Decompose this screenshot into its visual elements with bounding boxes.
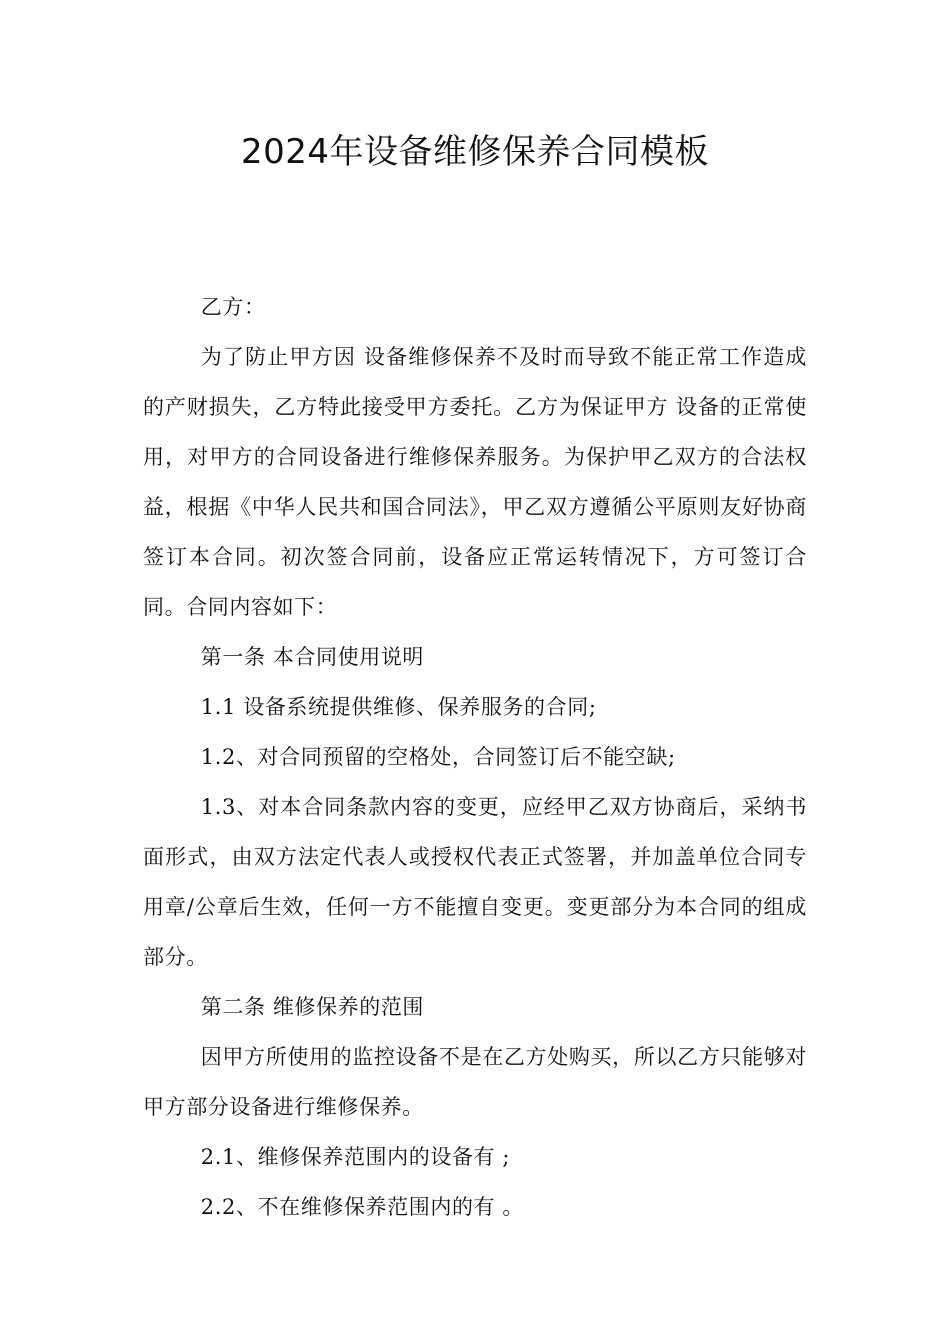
article-1-heading: 第一条 本合同使用说明 (200, 645, 425, 669)
clause-1-1: 1.1 设备系统提供维修、保养服务的合同; (200, 695, 597, 719)
clause-1-2: 1.2、对合同预留的空格处，合同签订后不能空缺; (200, 745, 676, 769)
clause-2-1: 2.1、维修保养范围内的设备有 ; (200, 1145, 511, 1169)
document-body (143, 282, 807, 1232)
clause-2-2: 2.2、不在维修保养范围内的有 。 (200, 1195, 525, 1219)
clause-1-3: 1.3、对本合同条款内容的变更，应经甲乙双方协商后，采纳书面形式，由双方法定代表人或授权代表正式签署，并加盖单位合同专用章/公章后生效，任何一方不能擅自变更。变更部分为本合同的组成部分。 (143, 795, 807, 969)
document-title: 2024年设备维修保养合同模板 (240, 132, 710, 172)
article-2-intro: 因甲方所使用的监控设备不是在乙方处购买，所以乙方只能够对甲方部分设备进行维修保养。 (143, 1045, 807, 1119)
article-2-heading: 第二条 维修保养的范围 (200, 995, 425, 1019)
preamble-paragraph: 为了防止甲方因 设备维修保养不及时而导致不能正常工作造成的产财损失，乙方特此接受甲方委托。乙方为保证甲方 设备的正常使用，对甲方的合同设备进行维修保养服务。为保护甲乙双方的合法权益，根据《中华人民共和国合同法》，甲乙双方遵循公平原则友好协商签订本合同。初次签合同前，设备应正常运转情况下，方可签订合同。合同内容如下： (143, 345, 807, 619)
party-b-label: 乙方： (200, 295, 266, 319)
